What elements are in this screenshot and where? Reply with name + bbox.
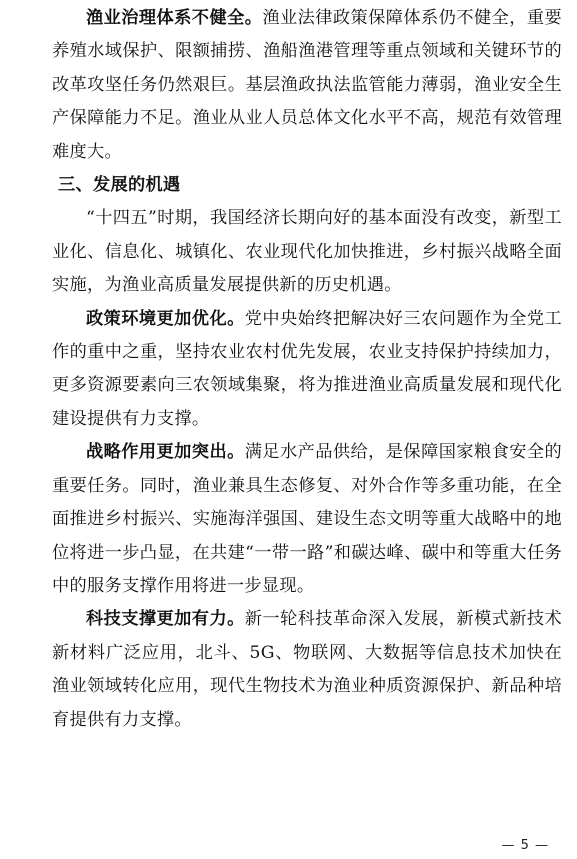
- paragraph-governance: [52, 2, 562, 169]
- paragraph-lead: 政策环境更加优化。: [86, 308, 245, 329]
- paragraph-body: 党中央始终把解决好三农问题作为全党工作的重中之重，坚持农业农村优先发展，农业支持保护持续加力，更多资源要素向三农领域集聚，将为推进渔业高质量发展和现代化建设提供有力支撑。: [52, 308, 562, 429]
- paragraph-intro: “十四五”时期，我国经济长期向好的基本面没有改变，新型工业化、信息化、城镇化、农业现代化加快推进，乡村振兴战略全面实施，为渔业高质量发展提供新的历史机遇。: [52, 208, 562, 296]
- document-page: [52, 2, 562, 737]
- paragraph-lead: 战略作用更加突出。: [86, 442, 245, 463]
- paragraph-policy: [52, 303, 562, 437]
- paragraph-lead: 科技支撑更加有力。: [86, 609, 245, 630]
- paragraph-strategy: [52, 436, 562, 603]
- paragraph-body: 新一轮科技革命深入发展，新模式新技术新材料广泛应用，北斗、5G、物联网、大数据等信息技术加快在渔业领域转化应用，现代生物技术为渔业种质资源保护、新品种培育提供有力支撑。: [52, 609, 562, 730]
- paragraph-technology: [52, 603, 562, 737]
- section-heading: 三、发展的机遇: [58, 175, 181, 196]
- paragraph-lead: 渔业治理体系不健全。: [86, 8, 263, 28]
- paragraph-body: 满足水产品供给，是保障国家粮食安全的重要任务。同时，渔业兼具生态修复、对外合作等多重功能，在全面推进乡村振兴、实施海洋强国、建设生态文明等重大战略中的地位将进一步凸显，在共建“一带一路”和碳达峰、碳中和等重大任务中的服务支撑作用将进一步显现。: [52, 442, 562, 596]
- paragraph-body: 渔业法律政策保障体系仍不健全，重要养殖水域保护、限额捕捞、渔船渔港管理等重点领域和关键环节的改革攻坚任务仍然艰巨。基层渔政执法监管能力薄弱，渔业安全生产保障能力不足。渔业从业人员总体文化水平不高，规范有效管理难度大。: [52, 8, 562, 162]
- page-number: — 5 —: [501, 838, 549, 853]
